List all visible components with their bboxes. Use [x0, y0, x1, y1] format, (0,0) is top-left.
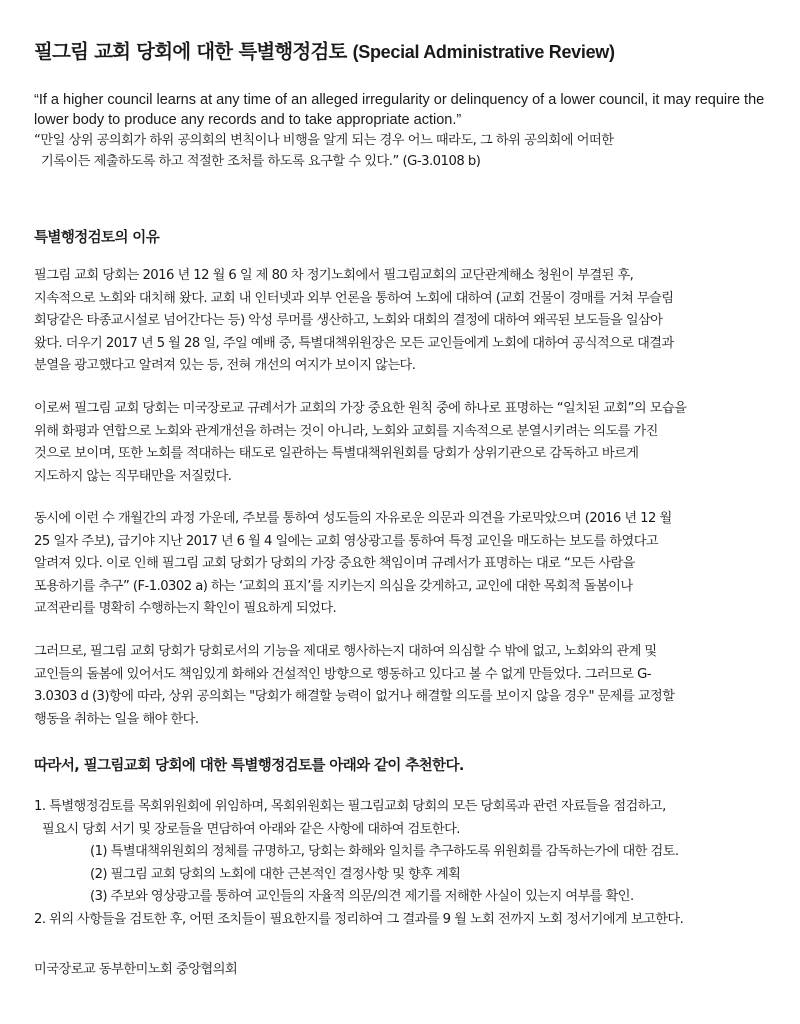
paragraph-line: 알려져 있다. 이로 인해 필그림 교회 당회가 당회의 가장 중요한 책임이며 규례서가 표명하는 대로 “모든 사람을 [34, 556, 635, 571]
list-subitem: (3) 주보와 영상광고를 통하여 교인들의 자율적 의문/의견 제기를 저해한 사실이 있는지 여부를 확인. [90, 889, 634, 905]
paragraph-line: 이로써 필그림 교회 당회는 미국장로교 규례서가 교회의 가장 중요한 원칙 중에 하나로 표명하는 “일치된 교회”의 모습을 [34, 401, 687, 416]
paragraph-line: 왔다. 더우기 2017 년 5 월 28 일, 주일 예배 중, 특별대책위원장은 모든 교인들에게 노회에 대하여 공식적으로 대결과 [34, 335, 674, 351]
paragraph-line: 교적관리를 명확히 수행하는지 확인이 필요하게 되었다. [34, 601, 337, 616]
paragraph-line: 지속적으로 노회와 대치해 왔다. 교회 내 인터넷과 외부 언론을 통하여 노회에 대하여 (교회 건물이 경매를 거쳐 무슬림 [34, 290, 674, 306]
document-footer: 미국장로교 동부한미노회 중앙협의회 [34, 962, 238, 977]
paragraph-line: 지도하지 않는 직무태만을 저질렀다. [34, 468, 232, 484]
paragraph-line: 교인들의 돌봄에 있어서도 책임있게 화해와 건설적인 방향으로 행동하고 있다고 볼 수 없게 만들었다. 그러므로 G- [34, 666, 652, 682]
paragraph-2 [34, 398, 784, 488]
recommendation-heading: 따라서, 필그림교회 당회에 대한 특별행정검토를 아래와 같이 추천한다. [34, 758, 464, 774]
paragraph-line: 25 일자 주보), 급기야 지난 2017 년 6 월 4 일에는 교회 영상광고를 통하여 특정 교인을 매도하는 보도를 하였다고 [34, 533, 659, 549]
paragraph-line: 그러므로, 필그림 교회 당회가 당회로서의 기능을 제대로 행사하는지 대하여 의심할 수 밖에 없고, 노회와의 관계 및 [34, 644, 657, 659]
paragraph-line: 포용하기를 추구” (F-1.0302 a) 하는 ‘교회의 표지’를 지키는지 의심을 갖게하고, 교인에 대한 목회적 돌봄이나 [34, 578, 633, 594]
list-subitem: (2) 필그림 교회 당회의 노회에 대한 근본적인 결정사항 및 향후 계획 [90, 866, 461, 882]
paragraph-line: 위해 화평과 연합으로 노회와 관계개선을 하려는 것이 아니라, 노회와 교회를 지속적으로 분열시키려는 의도를 가진 [34, 423, 658, 439]
quote-korean [34, 131, 794, 172]
section-heading: 특별행정검토의 이유 [34, 230, 160, 246]
paragraph-line: 회당같은 타종교시설로 넘어간다는 등) 악성 루머를 생산하고, 노회와 대회의 결정에 대하여 왜곡된 보도들을 일삼아 [34, 313, 663, 328]
paragraph-line: 필그림 교회 당회는 2016 년 12 월 6 일 제 80 차 정기노회에서 필그림교회의 교단관계해소 청원이 부결된 후, [34, 268, 634, 283]
paragraph-4 [34, 641, 784, 731]
list-item: 1. 특별행정검토를 목회위원회에 위임하며, 목회위원회는 필그림교회 당회의 모든 당회록과 관련 자료들을 점검하고, [34, 799, 666, 814]
list-item: 2. 위의 사항들을 검토한 후, 어떤 조치들이 필요한지를 정리하여 그 결과를 9 월 노회 전까지 노회 정서기에게 보고한다. [34, 911, 684, 927]
paragraph-line: 것으로 보이며, 또한 노회를 적대하는 태도로 일관하는 특별대책위원회를 당회가 상위기관으로 감독하고 바르게 [34, 446, 639, 461]
paragraph-line: 3.0303 d (3)항에 따라, 상위 공의회는 "당회가 해결할 능력이 없거나 해결할 의도를 보이지 않을 경우" 문제를 교정할 [34, 689, 675, 704]
title-korean: 필그림 교회 당회에 대한 특별행정검토 [34, 40, 347, 63]
paragraph-line: 행동을 취하는 일을 해야 한다. [34, 711, 199, 727]
recommendation-list [34, 796, 794, 932]
paragraph-line: 동시에 이런 수 개월간의 과정 가운데, 주보를 통하여 성도들의 자유로운 의문과 의견을 가로막았으며 (2016 년 12 월 [34, 511, 672, 526]
document-title [34, 36, 615, 64]
quote-korean-line2: 기록이든 제출하도록 하고 적절한 조처를 하도록 요구할 수 있다.” (G-3.0108 b) [41, 153, 481, 169]
title-english: (Special Administrative Review) [352, 42, 615, 62]
list-subitem: (1) 특별대책위원회의 정체를 규명하고, 당회는 화해와 일치를 추구하도록 위원회를 감독하는가에 대한 검토. [90, 844, 679, 860]
paragraph-line: 분열을 광고했다고 알려져 있는 등, 전혀 개선의 여지가 보이지 않는다. [34, 358, 416, 373]
quote-english: “If a higher council learns at any time of an alleged irregularity or delinquency of a lower council, it may require the lower body to produce any records and to take appropriate action.” [34, 92, 765, 128]
paragraph-1 [34, 265, 784, 378]
quote-korean-line1: “만일 상위 공의회가 하위 공의회의 변칙이나 비행을 알게 되는 경우 어느 때라도, 그 하위 공의회에 어떠한 [34, 133, 614, 148]
paragraph-3 [34, 508, 784, 621]
list-item-continuation: 필요시 당회 서기 및 장로들을 면담하여 아래와 같은 사항에 대하여 검토한다. [42, 821, 460, 837]
